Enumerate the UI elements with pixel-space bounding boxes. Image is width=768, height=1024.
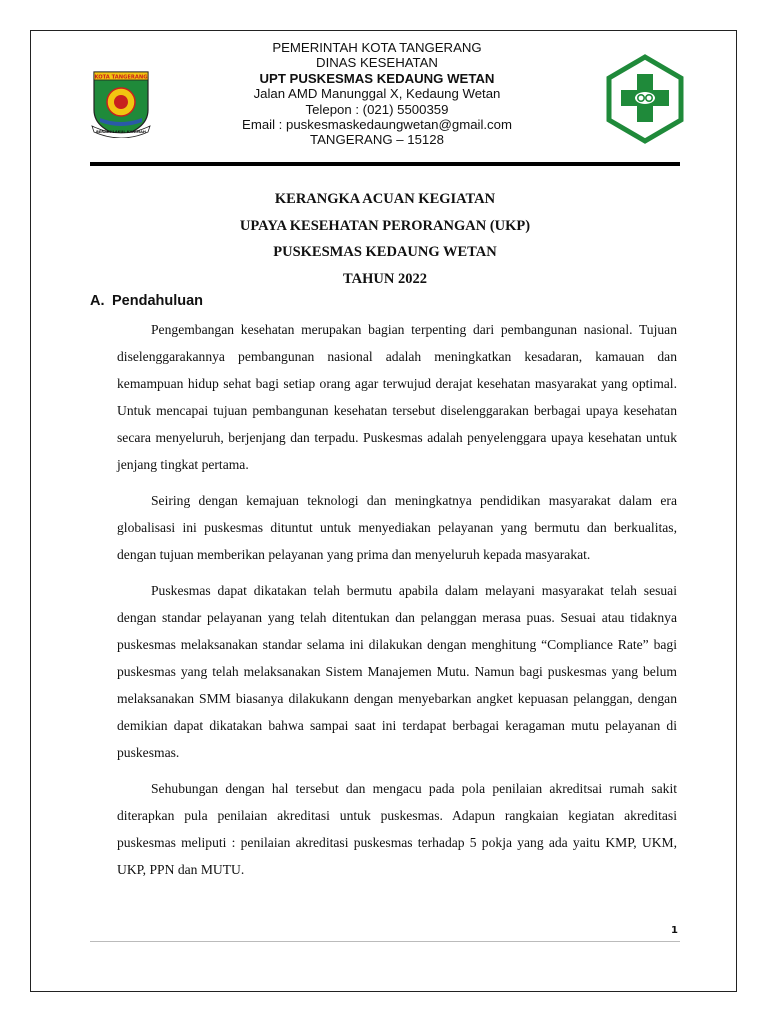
- letterhead: [60, 40, 708, 156]
- letterhead-text: [170, 40, 584, 148]
- title-line-3: PUSKESMAS KEDAUNG WETAN: [273, 244, 497, 261]
- letterhead-address: Jalan AMD Manunggal X, Kedaung Wetan: [253, 86, 501, 102]
- paragraph: Pengembangan kesehatan merupakan bagian terpenting dari pembangunan nasional. Tujuan diselenggarakannya pembangunan nasional adalah meningkatkan kesadaran, kamauan dan kemampuan hidup sehat bagi setiap orang agar terwujud derajat kesehatan masyarakat yang optimal. Untuk mencapai tujuan pembangunan kesehatan tersebut diselenggarakan berbagai upaya kesehatan secara menyeluruh, berjenjang dan terpadu. Puskesmas adalah penyelenggara upaya kesehatan untuk jenjang tingkat pertama.: [117, 322, 677, 472]
- city-logo-motto: BERAKHLAKUL KARIMAH: [96, 130, 146, 134]
- title-line-4: TAHUN 2022: [343, 271, 427, 288]
- title-line-1: KERANGKA ACUAN KEGIATAN: [274, 191, 496, 207]
- paragraph: Seiring dengan kemajuan teknologi dan meningkatnya pendidikan masyarakat dalam era globalisasi ini puskesmas dituntut untuk menyediakan pelayanan yang bermutu dan berkualitas, dengan tujuan memberikan pelayanan yang prima dan menyeluruh kepada masyarakat.: [117, 493, 677, 562]
- paragraph: Sehubungan dengan hal tersebut dan mengacu pada pola penilaian akreditsai rumah sakit diterapkan pula penilaian akreditasi untuk puskesmas. Adapun rangkaian kegiatan akreditasi puskesmas meliputi : penilaian akreditasi puskesmas terhadap 5 pokja yang ada yaitu KMP, UKM, UKP, PPN dan MUTU.: [117, 781, 677, 877]
- letterhead-phone: Telepon : (021) 5500359: [305, 101, 449, 117]
- letterhead-department: DINAS KESEHATAN: [316, 55, 438, 71]
- city-emblem-icon: [90, 66, 152, 138]
- section-body: [117, 316, 677, 892]
- page-number: 1: [671, 925, 678, 936]
- letterhead-institution: UPT PUSKESMAS KEDAUNG WETAN: [259, 70, 495, 86]
- document-title: [90, 186, 680, 293]
- section-title: Pendahuluan: [112, 293, 204, 309]
- letterhead-divider: [90, 162, 680, 166]
- letterhead-email: Email : puskesmaskedaungwetan@gmail.com: [242, 117, 512, 133]
- letterhead-city-postcode: TANGERANG – 15128: [310, 132, 444, 148]
- section-heading: [90, 293, 203, 309]
- title-line-2: UPAYA KESEHATAN PERORANGAN (UKP): [239, 217, 531, 234]
- puskesmas-cross-icon: [606, 54, 684, 144]
- city-logo-label: KOTA TANGERANG: [94, 74, 148, 81]
- paragraph: Puskesmas dapat dikatakan telah bermutu apabila dalam melayani masyarakat telah sesuai dengan standar pelayanan yang telah ditentukan dan pelanggan merasa puas. Sesuai atau tidaknya puskesmas melaksanakan standar selama ini dilakukan dengan menghitung “Compliance Rate” bagi puskesmas yang telah melaksanakan Sistem Manajemen Mutu. Namun bagi puskesmas yang belum melaksanakan SMM biasanya dilakukann dengan menyebarkan angket kepuasan pelanggan, dengan demikian dapat dikatakan bahwa sampai saat ini terdapat berbagai keragaman mutu pelayanan di puskesmas.: [117, 583, 677, 760]
- section-number: A.: [90, 293, 105, 309]
- letterhead-government: PEMERINTAH KOTA TANGERANG: [272, 40, 482, 55]
- footer-divider: [90, 941, 680, 942]
